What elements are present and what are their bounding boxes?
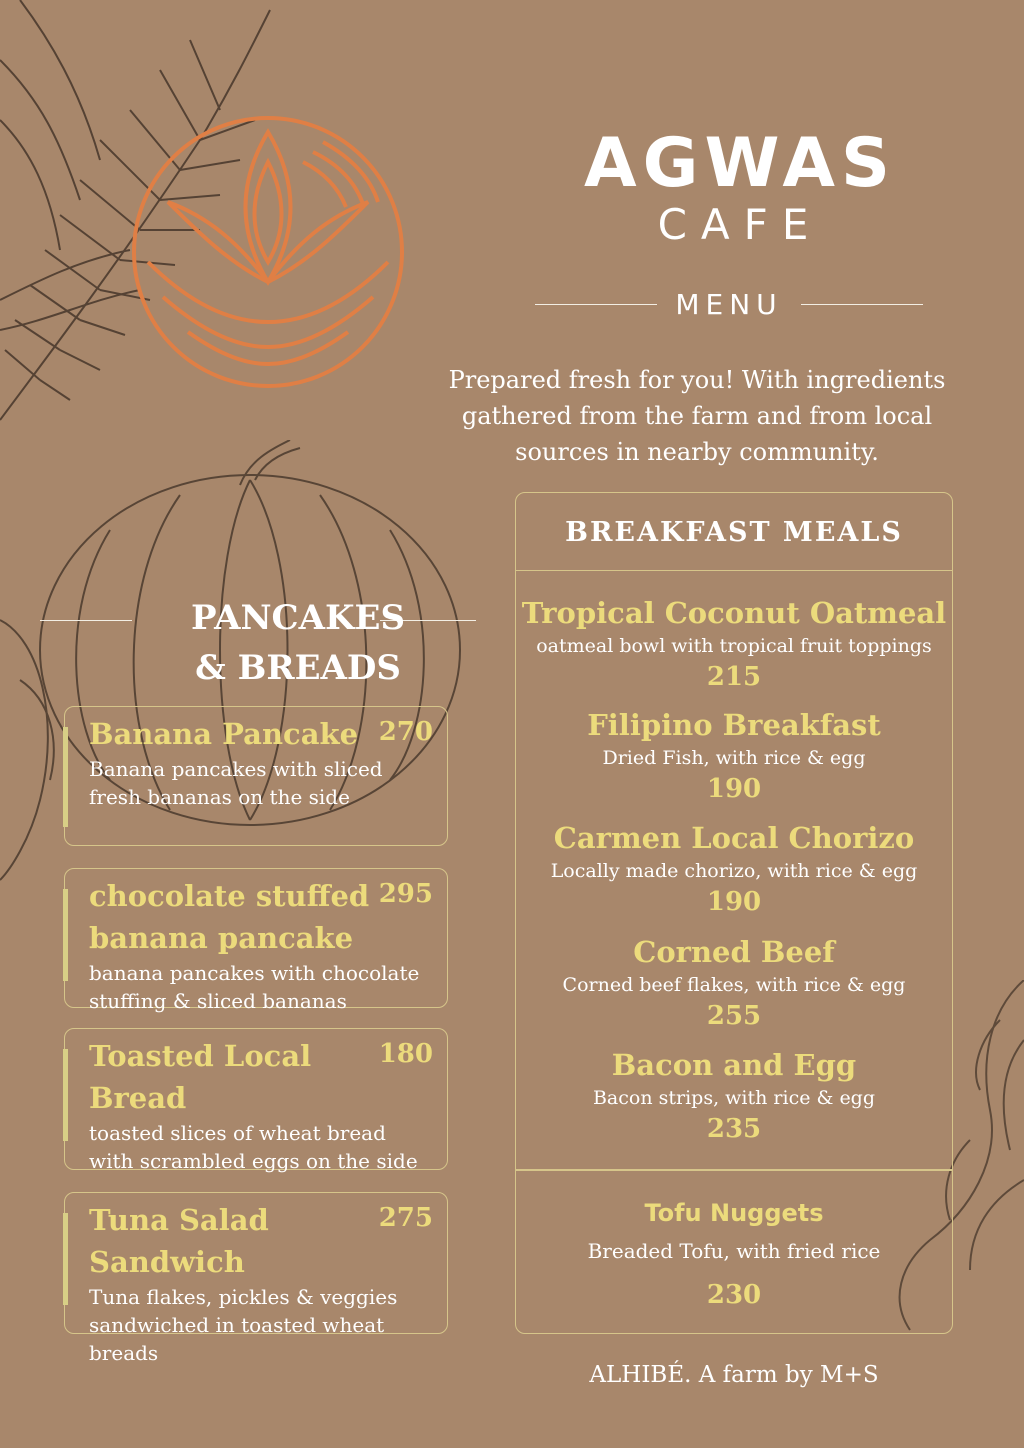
item-name: Tofu Nuggets (644, 1199, 824, 1227)
menu-card-banana-pancake[interactable] (64, 706, 448, 846)
item-name: Tuna Salad Sandwich (89, 1203, 269, 1279)
item-description: oatmeal bowl with tropical fruit toppings (536, 635, 932, 657)
menu-item-tropical-coconut-oatmeal[interactable] (516, 593, 952, 695)
item-price: 270 (378, 717, 433, 747)
item-price: 255 (706, 1001, 762, 1031)
brand-name: AGWAS (584, 124, 896, 203)
pancakes-title-line1: PANCAKES (190, 598, 405, 638)
card-accent-bar (63, 1049, 68, 1141)
card-accent-bar (63, 1213, 68, 1305)
lotus-logo (128, 112, 408, 392)
menu-item-corned-beef[interactable] (516, 932, 952, 1034)
card-accent-bar (63, 889, 68, 981)
item-price: 190 (706, 774, 762, 804)
breakfast-title: BREAKFAST MEALS (516, 493, 952, 571)
intro-text: Prepared fresh for you! With ingredients gathered from the farm and from local sources in nearby community. (448, 366, 946, 466)
breakfast-divider (516, 1169, 952, 1171)
menu-card-tuna-salad-sandwich[interactable] (64, 1192, 448, 1365)
item-description: Bacon strips, with rice & egg (592, 1087, 876, 1109)
brand-subtitle: CAFE (657, 200, 823, 249)
item-description: Locally made chorizo, with rice & egg (550, 860, 918, 882)
item-name: Banana Pancake (89, 717, 359, 751)
menu-heading (535, 282, 923, 326)
item-description: banana pancakes with chocolate stuffing & sliced bananas (89, 961, 420, 1013)
item-price: 230 (706, 1280, 762, 1310)
menu-item-filipino-breakfast[interactable] (516, 705, 952, 807)
brand-block (560, 124, 920, 250)
item-price: 235 (706, 1114, 762, 1144)
menu-card-toasted-local-bread[interactable] (64, 1028, 448, 1173)
item-description: Tuna flakes, pickles & veggies sandwiched in toasted wheat breads (89, 1285, 398, 1365)
menu-label: MENU (675, 287, 783, 321)
pancakes-rule-left (40, 620, 132, 621)
item-description: Breaded Tofu, with fried rice (587, 1239, 881, 1263)
item-price: 275 (378, 1203, 433, 1233)
footer-credit: ALHIBÉ. A farm by M+S (589, 1362, 879, 1388)
item-description: Corned beef flakes, with rice & egg (562, 974, 906, 996)
item-name: Filipino Breakfast (587, 708, 881, 742)
breakfast-meals-panel (515, 492, 953, 1334)
item-name: Carmen Local Chorizo (553, 821, 915, 855)
item-description: toasted slices of wheat bread with scrambled eggs on the side (89, 1121, 418, 1173)
item-description: Dried Fish, with rice & egg (602, 747, 866, 769)
item-name: Toasted Local Bread (89, 1039, 312, 1115)
menu-item-bacon-and-egg[interactable] (516, 1045, 952, 1147)
item-name: Tropical Coconut Oatmeal (521, 596, 947, 630)
menu-card-chocolate-stuffed-banana-pancake[interactable] (64, 868, 448, 1013)
item-name: Bacon and Egg (611, 1048, 857, 1082)
item-price: 190 (706, 887, 762, 917)
item-price: 295 (378, 879, 433, 909)
menu-item-tofu-nuggets[interactable] (516, 1193, 952, 1313)
item-price: 215 (706, 662, 762, 692)
item-price: 180 (378, 1039, 433, 1069)
card-accent-bar (63, 727, 68, 827)
menu-rule-right (801, 304, 923, 305)
item-description: Banana pancakes with sliced fresh bananas on the side (89, 757, 383, 809)
item-name: chocolate stuffed banana pancake (89, 879, 370, 955)
item-name: Corned Beef (633, 935, 835, 969)
menu-rule-left (535, 304, 657, 305)
pancakes-title-line2: & BREADS (195, 648, 401, 688)
menu-item-carmen-local-chorizo[interactable] (516, 818, 952, 920)
